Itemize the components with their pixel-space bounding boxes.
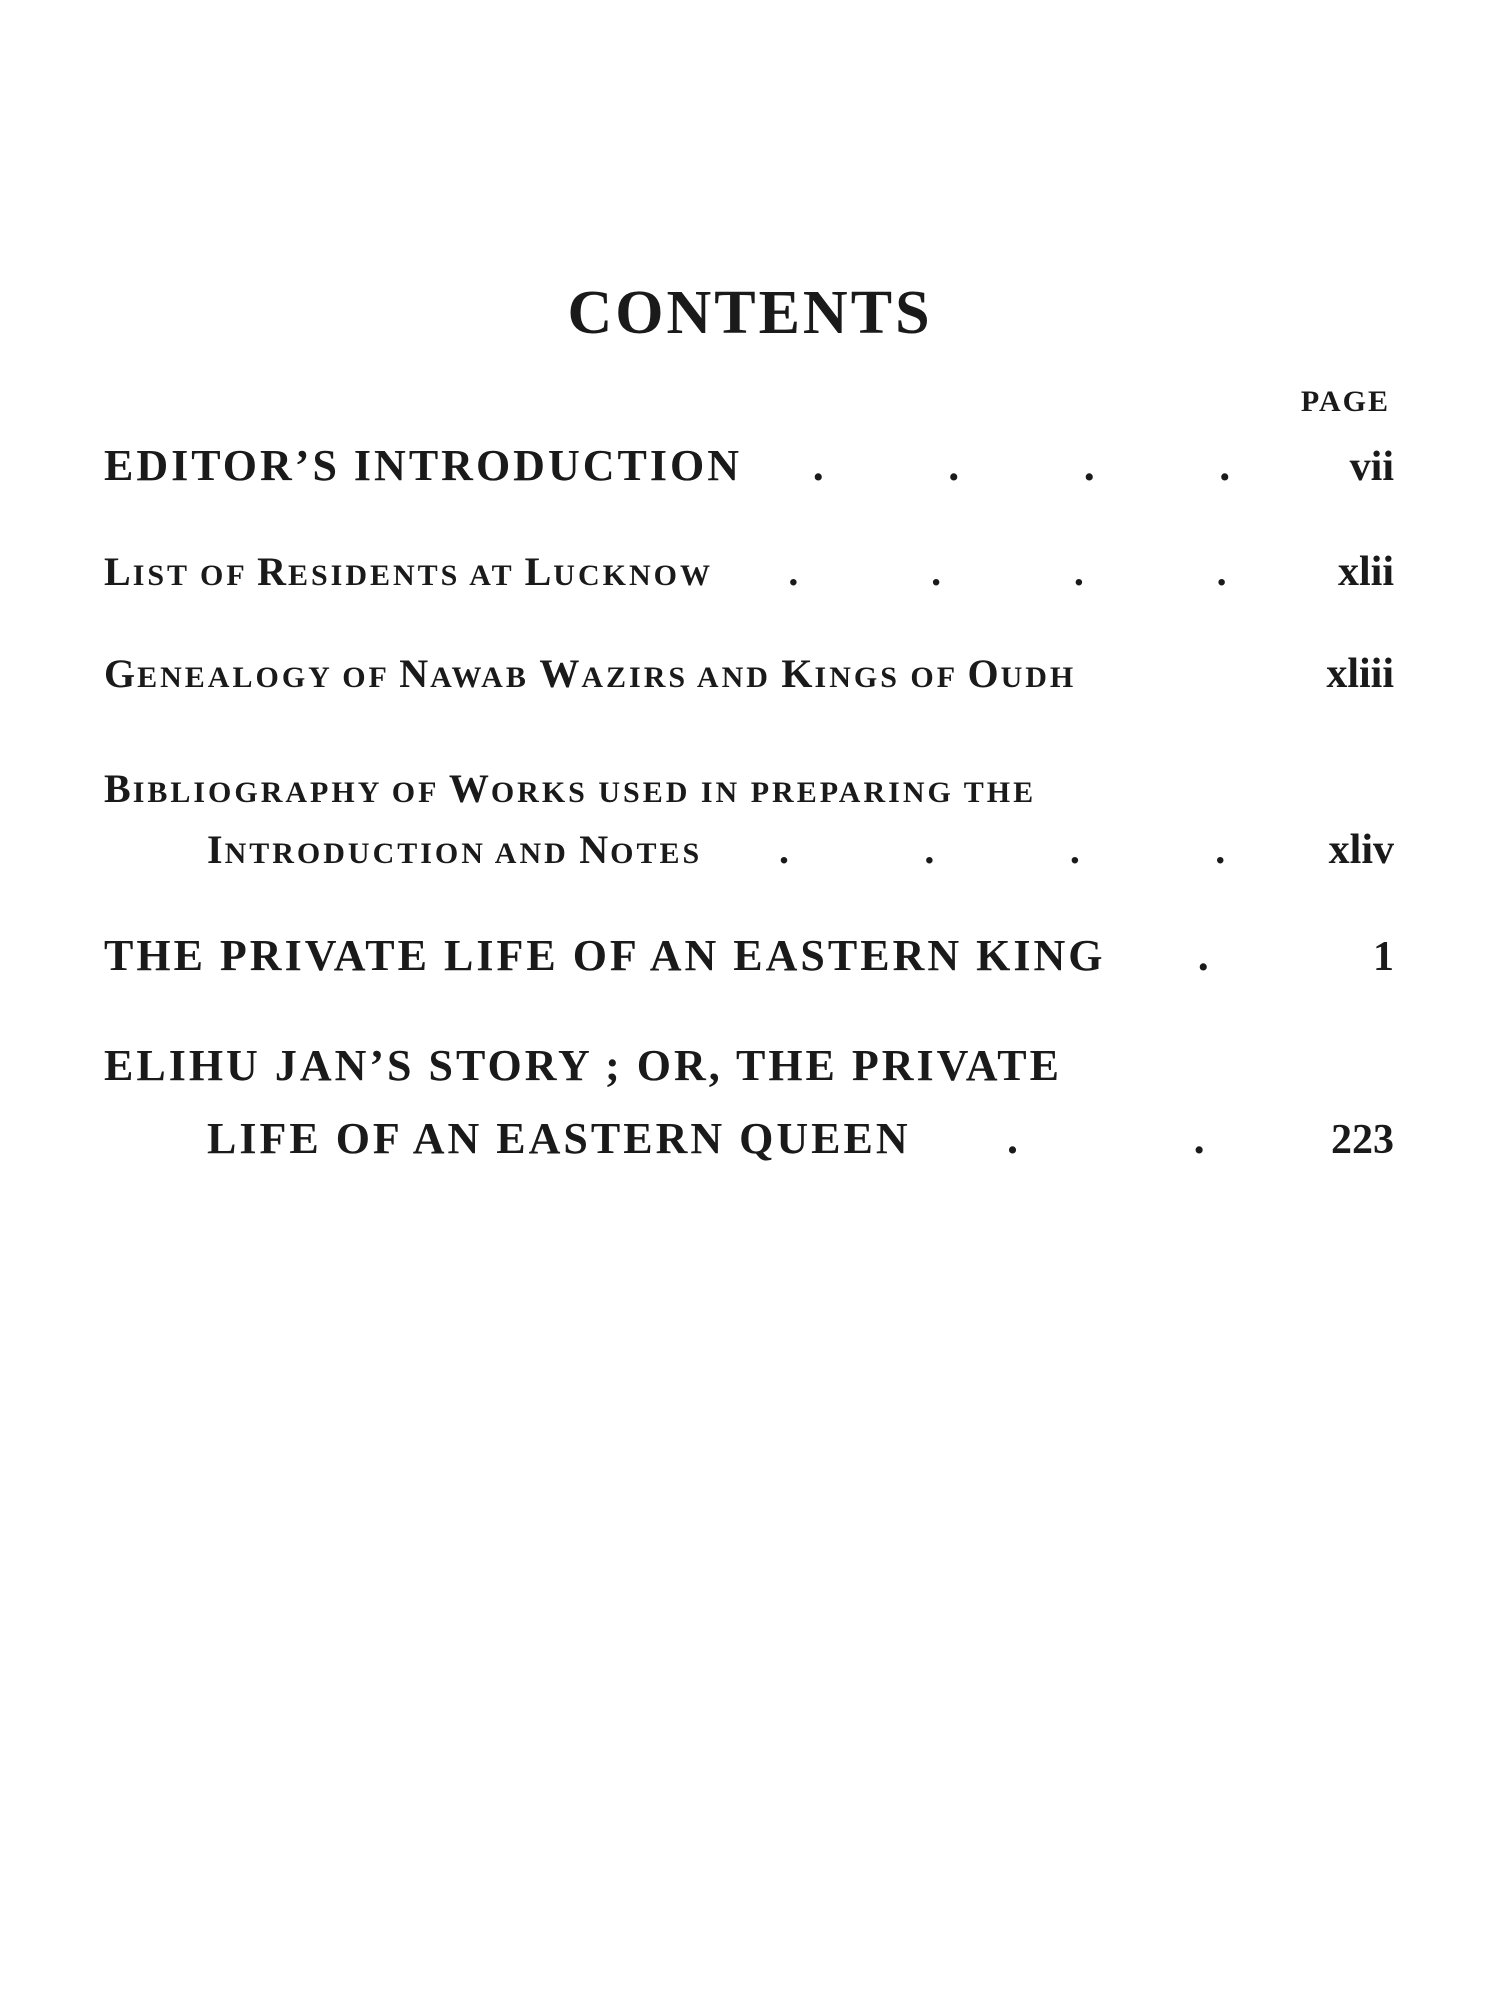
toc-entry-page: vii [1349, 444, 1394, 490]
toc-entry-title: EDITOR’S INTRODUCTION [104, 441, 742, 490]
toc-entry-bibliography[interactable] [104, 765, 1394, 874]
dot-leader: . . . . [778, 827, 1228, 872]
toc-entry-title: LIST OF RESIDENTS AT LUCKNOW [104, 549, 713, 594]
toc-entry-editors-introduction[interactable] [104, 440, 1394, 491]
toc-entry-page: xlii [1337, 549, 1394, 595]
toc-entry-title: THE PRIVATE LIFE OF AN EASTERN KING [104, 931, 1106, 980]
toc-entry-genealogy[interactable] [104, 650, 1394, 698]
toc-entry-page: 1 [1373, 934, 1394, 980]
toc-entry-private-life-king[interactable] [104, 930, 1394, 981]
page-column-label: PAGE [1300, 385, 1390, 418]
toc-entry-title: GENEALOGY OF NAWAB WAZIRS AND KINGS OF OUDH [104, 651, 1077, 696]
dot-leader: . [1197, 931, 1212, 980]
dot-leader: . . . . [788, 549, 1229, 594]
toc-entry-page: xliv [1328, 827, 1394, 873]
toc-entry-page: xliii [1326, 651, 1394, 697]
dot-leader: . . . . [812, 441, 1234, 490]
page-title: CONTENTS [567, 279, 933, 347]
dot-leader: . . [1006, 1114, 1208, 1163]
toc-entry-title-line2: LIFE OF AN EASTERN QUEEN [207, 1114, 911, 1163]
toc-entry-title-line1: BIBLIOGRAPHY OF WORKS USED IN PREPARING THE [104, 766, 1037, 811]
toc-entry-page: 223 [1331, 1117, 1394, 1163]
toc-entry-title-line2: INTRODUCTION AND NOTES [207, 827, 703, 872]
toc-entry-list-of-residents[interactable] [104, 548, 1394, 596]
toc-entry-elihu-jans-story[interactable] [104, 1040, 1394, 1164]
toc-entry-title-line1: ELIHU JAN’S STORY ; OR, THE PRIVATE [104, 1041, 1062, 1090]
